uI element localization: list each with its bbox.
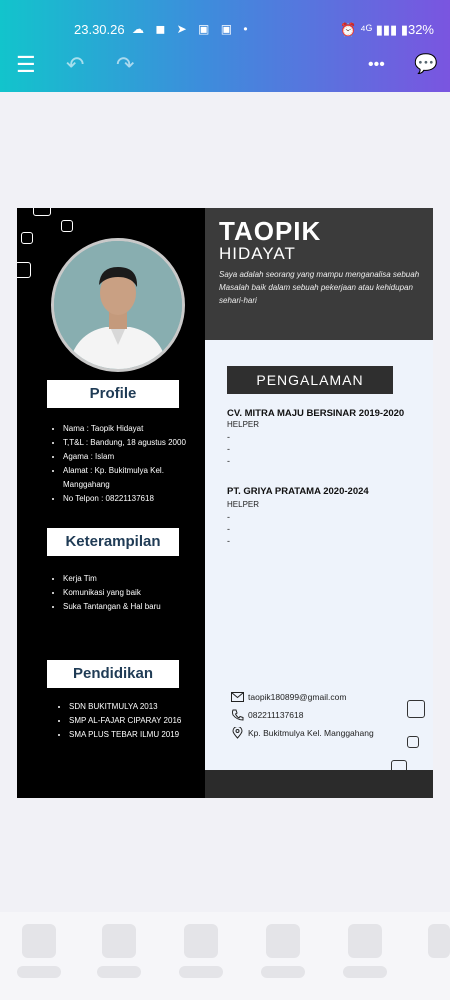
tool-thumbnail[interactable] bbox=[266, 924, 300, 958]
status-notification-icons: ☁ ◼ ➤ ▣ ▣ • bbox=[132, 22, 252, 36]
tool-thumbnail[interactable] bbox=[428, 924, 450, 958]
phone-contact bbox=[231, 710, 303, 720]
education-heading: Pendidikan bbox=[47, 660, 179, 688]
first-name: TAOPIK bbox=[219, 216, 322, 246]
resume-header-block bbox=[205, 208, 433, 340]
app-header bbox=[0, 0, 450, 92]
tool-label-placeholder bbox=[179, 966, 223, 978]
decor-square bbox=[17, 262, 31, 278]
experience-heading: PENGALAMAN bbox=[227, 366, 393, 394]
decor-square bbox=[33, 208, 51, 216]
last-name: HIDAYAT bbox=[219, 244, 296, 263]
tool-thumbnail[interactable] bbox=[22, 924, 56, 958]
summary-text: Saya adalah seorang yang mampu menganalisa sebuah Masalah baik dalam sebuah pekerjaan atau kehidupan sehari-hari bbox=[219, 270, 420, 305]
more-options-icon[interactable]: ••• bbox=[368, 56, 385, 73]
status-time: 23.30.26 bbox=[74, 22, 125, 37]
location-pin-icon bbox=[231, 727, 244, 739]
list-item: • SMA PLUS TEBAR ILMU 2019 bbox=[69, 728, 209, 742]
address-contact bbox=[231, 728, 374, 738]
mail-icon bbox=[231, 691, 244, 703]
job-bullet: - bbox=[227, 432, 230, 442]
job-bullet: - bbox=[227, 456, 230, 466]
list-item: • Suka Tantangan & Hal baru bbox=[63, 600, 203, 614]
list-item: • SMP AL-FAJAR CIPARAY 2016 bbox=[69, 714, 209, 728]
bottom-tool-tray bbox=[0, 912, 450, 1000]
comment-icon[interactable]: 💬 bbox=[414, 54, 438, 75]
job-bullet: - bbox=[227, 524, 230, 534]
education-list bbox=[57, 700, 209, 742]
list-item: • Kerja Tim bbox=[63, 572, 203, 586]
job-bullet: - bbox=[227, 536, 230, 546]
tool-label-placeholder bbox=[97, 966, 141, 978]
resume-footer-bar bbox=[205, 770, 433, 798]
resume-right-column bbox=[205, 340, 433, 770]
profile-heading: Profile bbox=[47, 380, 179, 408]
tool-label-placeholder bbox=[17, 966, 61, 978]
phone-text: 082211137618 bbox=[248, 710, 304, 720]
decor-square bbox=[61, 220, 73, 232]
skills-heading: Keterampilan bbox=[47, 528, 179, 556]
list-item: • Nama : Taopik Hidayat bbox=[63, 422, 203, 436]
skills-list bbox=[51, 572, 203, 614]
job-bullet: - bbox=[227, 444, 230, 454]
decor-square bbox=[407, 736, 419, 748]
tool-thumbnail[interactable] bbox=[102, 924, 136, 958]
profile-photo[interactable] bbox=[51, 238, 185, 372]
list-item: • Alamat : Kp. Bukitmulya Kel. Manggahang bbox=[63, 464, 203, 492]
resume-left-column bbox=[17, 208, 205, 798]
list-item: • SDN BUKITMULYA 2013 bbox=[69, 700, 209, 714]
job-bullet: - bbox=[227, 512, 230, 522]
status-system-icons: ⏰ ⁴ᴳ ▮▮▮ ▮32% bbox=[340, 22, 434, 37]
tool-thumbnail[interactable] bbox=[348, 924, 382, 958]
resume-document[interactable] bbox=[17, 208, 433, 798]
job-title: CV. MITRA MAJU BERSINAR 2019-2020 bbox=[227, 408, 405, 419]
tool-thumbnail[interactable] bbox=[184, 924, 218, 958]
list-item: • T,T&L : Bandung, 18 agustus 2000 bbox=[63, 436, 203, 450]
list-item: • Agama : Islam bbox=[63, 450, 203, 464]
job-role: HELPER bbox=[227, 420, 260, 429]
list-item: • Komunikasi yang baik bbox=[63, 586, 203, 600]
email-contact bbox=[231, 692, 346, 702]
tool-label-placeholder bbox=[261, 966, 305, 978]
tool-label-placeholder bbox=[343, 966, 387, 978]
list-item: • No Telpon : 08221137618 bbox=[63, 492, 203, 506]
profile-list bbox=[51, 422, 203, 506]
redo-icon[interactable]: ↷ bbox=[116, 52, 135, 77]
email-text: taopik180899@gmail.com bbox=[248, 692, 347, 702]
job-role: HELPER bbox=[227, 500, 260, 509]
address-text: Kp. Bukitmulya Kel. Manggahang bbox=[248, 728, 374, 738]
decor-square bbox=[21, 232, 33, 244]
job-title: PT. GRIYA PRATAMA 2020-2024 bbox=[227, 486, 369, 497]
phone-icon bbox=[231, 709, 244, 721]
person-photo-icon bbox=[54, 241, 182, 369]
menu-icon[interactable]: ☰ bbox=[16, 52, 36, 77]
decor-square bbox=[407, 700, 425, 718]
undo-icon[interactable]: ↶ bbox=[66, 52, 85, 77]
